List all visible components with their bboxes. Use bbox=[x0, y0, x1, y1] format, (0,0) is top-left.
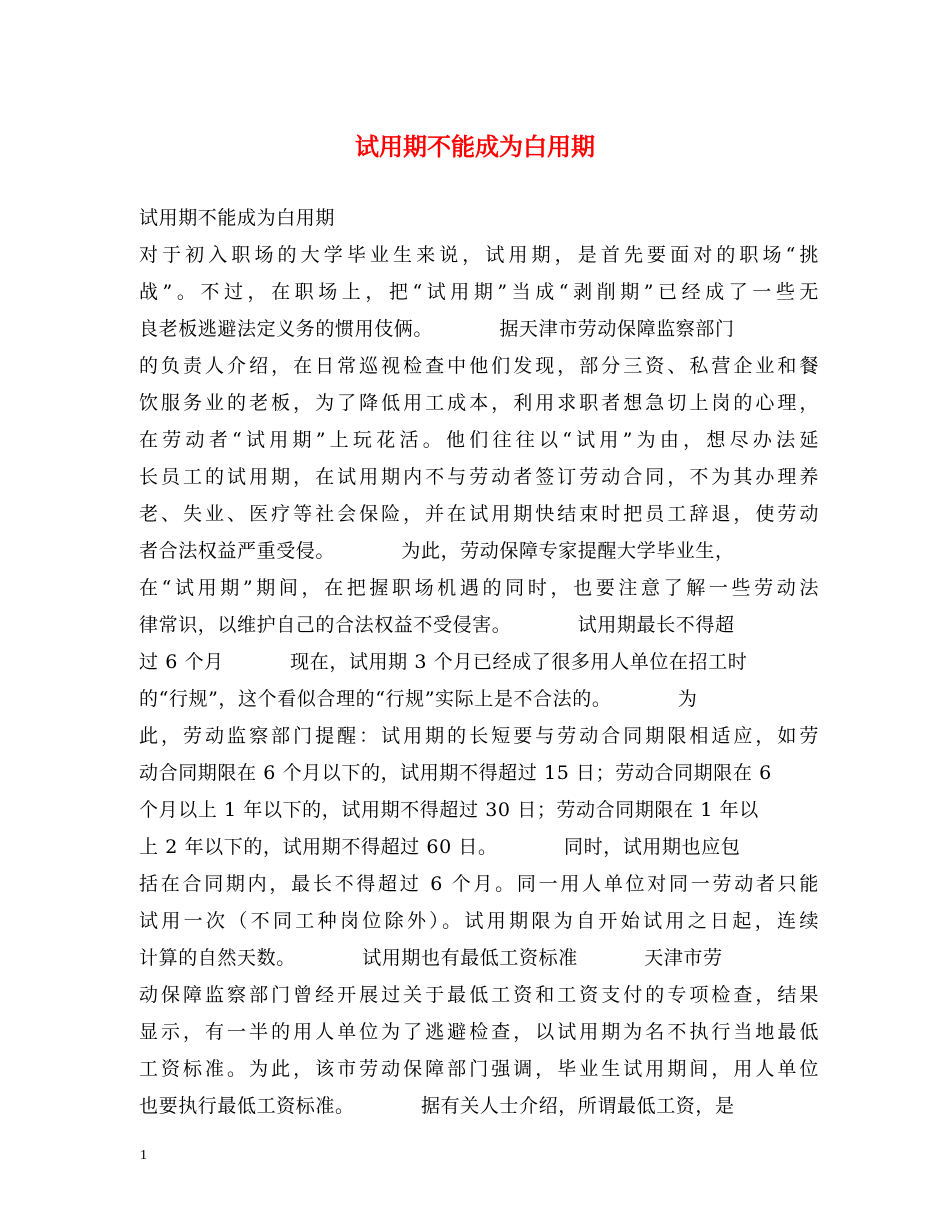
body-line: 显示，有一半的用人单位为了逃避检查，以试用期为名不执行当地最低 bbox=[139, 1021, 819, 1043]
document-body bbox=[139, 200, 819, 1125]
body-line: 工资标准。为此，该市劳动保障部门强调，毕业生试用期间，用人单位 bbox=[139, 1058, 819, 1080]
body-line: 过 6 个月 现在，试用期 3 个月已经成了很多用人单位在招工时 bbox=[139, 651, 748, 673]
body-line: 动合同期限在 6 个月以下的，试用期不得超过 15 日；劳动合同期限在 6 bbox=[139, 762, 772, 784]
body-line: 长员工的试用期，在试用期内不与劳动者签订劳动合同，不为其办理养 bbox=[139, 466, 819, 488]
body-line: 此，劳动监察部门提醒：试用期的长短要与劳动合同期限相适应，如劳 bbox=[139, 725, 819, 747]
body-line: 括在合同期内，最长不得超过 6 个月。同一用人单位对同一劳动者只能 bbox=[139, 873, 819, 895]
body-line: 上 2 年以下的，试用期不得超过 60 日。 同时，试用期也应包 bbox=[139, 836, 741, 858]
body-line: 对于初入职场的大学毕业生来说，试用期，是首先要面对的职场“挑 bbox=[139, 244, 819, 266]
page-number: 1 bbox=[140, 1148, 147, 1163]
body-line: 者合法权益严重受侵。 为此，劳动保障专家提醒大学毕业生， bbox=[139, 540, 735, 562]
body-line: 饮服务业的老板，为了降低用工成本，利用求职者想急切上岗的心理， bbox=[139, 392, 819, 414]
body-line: 的负责人介绍，在日常巡视检查中他们发现，部分三资、私营企业和餐 bbox=[139, 355, 819, 377]
body-line: 良老板逃避法定义务的惯用伎俩。 据天津市劳动保障监察部门 bbox=[139, 318, 735, 340]
body-line: 律常识，以维护自己的合法权益不受侵害。 试用期最长不得超 bbox=[139, 614, 735, 636]
body-line: 的“行规”，这个看似合理的“行规”实际上是不合法的。 为 bbox=[139, 688, 698, 710]
body-line: 在劳动者“试用期”上玩花活。他们往往以“试用”为由，想尽办法延 bbox=[139, 429, 819, 451]
body-line: 也要执行最低工资标准。 据有关人士介绍，所谓最低工资，是 bbox=[139, 1095, 735, 1117]
body-line: 计算的自然天数。 试用期也有最低工资标准 天津市劳 bbox=[139, 947, 723, 969]
body-line: 个月以上 1 年以下的，试用期不得超过 30 日；劳动合同期限在 1 年以 bbox=[139, 799, 759, 821]
document-title: 试用期不能成为白用期 bbox=[355, 132, 595, 161]
body-line: 在“试用期”期间，在把握职场机遇的同时，也要注意了解一些劳动法 bbox=[139, 577, 819, 599]
body-line: 动保障监察部门曾经开展过关于最低工资和工资支付的专项检查，结果 bbox=[139, 984, 819, 1006]
body-line: 试用一次（不同工种岗位除外）。试用期限为自开始试用之日起，连续 bbox=[139, 910, 819, 932]
body-line: 老、失业、医疗等社会保险，并在试用期快结束时把员工辞退，使劳动 bbox=[139, 503, 819, 525]
body-line: 战”。不过，在职场上，把“试用期”当成“剥削期”已经成了一些无 bbox=[139, 281, 819, 303]
body-line: 试用期不能成为白用期 bbox=[139, 207, 336, 229]
